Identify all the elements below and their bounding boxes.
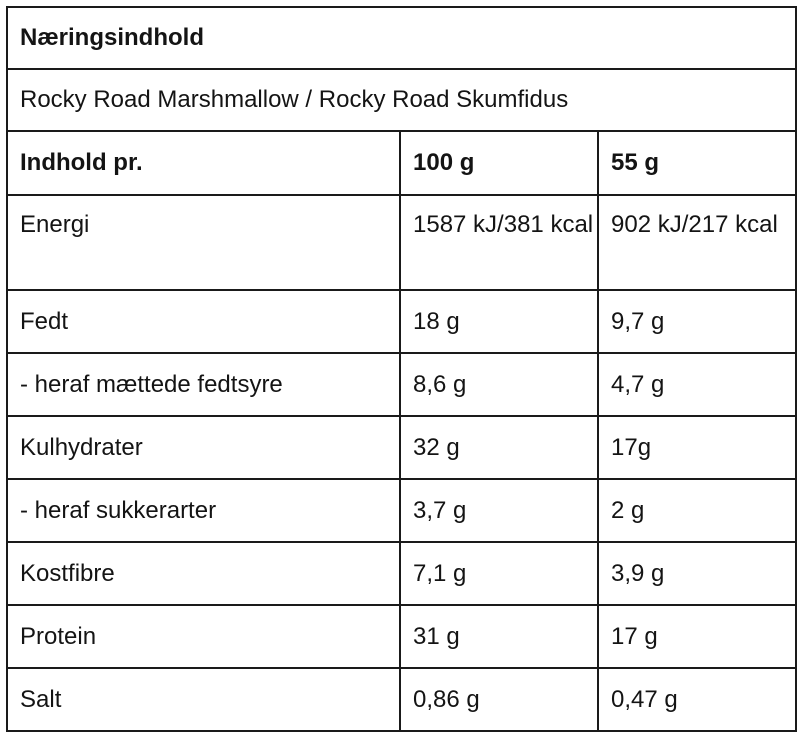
- value-per-100g: 18 g: [400, 290, 598, 353]
- table-row: [7, 668, 796, 731]
- value-per-55g: 902 kJ/217 kcal: [598, 195, 796, 290]
- value-per-55g: 9,7 g: [598, 290, 796, 353]
- table-row: [7, 605, 796, 668]
- nutrient-label: Energi: [7, 195, 400, 290]
- nutrient-label: - heraf mættede fedtsyre: [7, 353, 400, 416]
- table-title-row: [7, 7, 796, 69]
- value-per-100g: 8,6 g: [400, 353, 598, 416]
- nutrient-label: Kulhydrater: [7, 416, 400, 479]
- table-row: [7, 542, 796, 605]
- value-per-55g: 2 g: [598, 479, 796, 542]
- table-row: [7, 353, 796, 416]
- value-per-100g: 7,1 g: [400, 542, 598, 605]
- value-per-100g: 3,7 g: [400, 479, 598, 542]
- value-per-55g: 0,47 g: [598, 668, 796, 731]
- value-per-100g: 1587 kJ/381 kcal: [400, 195, 598, 290]
- product-name: Rocky Road Marshmallow / Rocky Road Skumfidus: [7, 69, 796, 131]
- table-row: [7, 479, 796, 542]
- table-title: Næringsindhold: [7, 7, 796, 69]
- nutrient-label: Protein: [7, 605, 400, 668]
- value-per-100g: 31 g: [400, 605, 598, 668]
- table-row: [7, 416, 796, 479]
- table-row: [7, 195, 796, 290]
- header-per-55g: 55 g: [598, 131, 796, 195]
- nutrient-label: Fedt: [7, 290, 400, 353]
- table-header-row: [7, 131, 796, 195]
- table-row: [7, 290, 796, 353]
- header-per-100g: 100 g: [400, 131, 598, 195]
- nutrient-label: Salt: [7, 668, 400, 731]
- nutrition-table: [6, 6, 797, 732]
- value-per-55g: 17g: [598, 416, 796, 479]
- value-per-55g: 3,9 g: [598, 542, 796, 605]
- value-per-55g: 17 g: [598, 605, 796, 668]
- nutrient-label: - heraf sukkerarter: [7, 479, 400, 542]
- header-label: Indhold pr.: [7, 131, 400, 195]
- value-per-55g: 4,7 g: [598, 353, 796, 416]
- value-per-100g: 32 g: [400, 416, 598, 479]
- value-per-100g: 0,86 g: [400, 668, 598, 731]
- nutrient-label: Kostfibre: [7, 542, 400, 605]
- product-name-row: [7, 69, 796, 131]
